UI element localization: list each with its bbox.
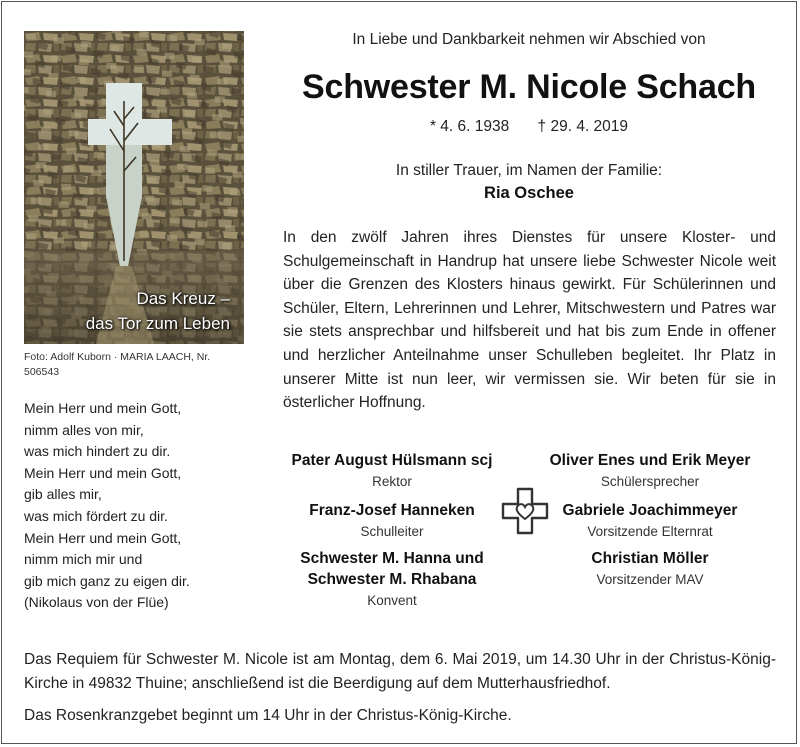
poem-line: Mein Herr und mein Gott, — [24, 464, 182, 481]
signatory-role: Vorsitzende Elternrat — [587, 524, 713, 539]
signatory-name-2: Schwester M. Rhabana — [307, 571, 477, 588]
poem-author: (Nikolaus von der Flüe) — [24, 594, 169, 610]
poem-line: Mein Herr und mein Gott, — [24, 400, 182, 416]
poem — [24, 398, 254, 592]
tribute-text: In den zwölf Jahren ihres Dienstes für unsere Kloster- und Schulgemeinschaft in Handrup hat unsere liebe Schwester Nicole weit über die Grenzen des Klosters hinaus gewirkt. Für Schülerinnen und Schüler, Eltern, Lehrerinnen und Lehrer, Mitschwestern und Patres war sie stets ansprechbar und hilfsbereit und hat bis zum Ende in offener und herzlicher Anteilnahme unser Schulleben begleitet. Ihr Platz in unserer Mitte ist nun leer, wir vermissen sie. Wir beten für sie in österlicher Hoffnung. — [283, 229, 776, 412]
family-name: Ria Oschee — [484, 184, 574, 202]
photo-credit: Foto: Adolf Kuborn · MARIA LAACH, Nr. 506543 — [24, 351, 211, 378]
poem-line: gib mich ganz zu eigen dir. — [24, 572, 190, 589]
poem-line: was mich fördert zu dir. — [24, 507, 168, 524]
signatory-name: Gabriele Joachimmeyer — [562, 502, 738, 519]
poem-line: Mein Herr und mein Gott, — [24, 529, 182, 546]
poem-line: nimm alles von mir, — [24, 421, 144, 438]
signatory — [262, 500, 522, 543]
signatory-role: Konvent — [367, 593, 417, 608]
signatory-name: Oliver Enes und Erik Meyer — [549, 452, 751, 469]
signatory-name: Christian Möller — [591, 550, 709, 567]
poem-line: nimm mich mir und — [24, 551, 143, 568]
signatory-role: Rektor — [372, 474, 412, 489]
signatory-role: Schülersprecher — [600, 474, 700, 489]
signatory — [262, 450, 522, 493]
signatory-name: Franz-Josef Hanneken — [309, 502, 475, 519]
death-date: † 29. 4. 2019 — [537, 118, 629, 135]
poem-line: was mich hindert zu dir. — [24, 443, 171, 460]
requiem-info: Das Requiem für Schwester M. Nicole ist am Montag, dem 6. Mai 2019, um 14.30 Uhr in der Christus-König-Kirche in 49832 Thuine; anschließend ist die Beerdigung auf dem Mutterhausfriedhof. — [24, 651, 776, 692]
intro-text: In Liebe und Dankbarkeit nehmen wir Abschied von — [352, 31, 706, 48]
photo-caption-line-1: Das Kreuz – — [136, 289, 230, 308]
life-dates — [270, 118, 788, 136]
signatory — [520, 548, 780, 591]
signatory-name: Schwester M. Hanna und — [300, 550, 484, 567]
rosary-info: Das Rosenkranzgebet beginnt um 14 Uhr in der Christus-König-Kirche. — [24, 707, 512, 724]
signatory — [262, 548, 522, 612]
signatory-role: Schulleiter — [360, 524, 424, 539]
signatory-name: Pater August Hülsmann scj — [291, 452, 493, 469]
signatory — [520, 500, 780, 543]
birth-date: * 4. 6. 1938 — [429, 118, 510, 135]
photo-caption — [86, 286, 230, 336]
family-line: In stiller Trauer, im Namen der Familie: — [395, 162, 663, 179]
signatory — [520, 450, 780, 493]
poem-line: gib alles mir, — [24, 486, 102, 503]
photo-caption-line-2: das Tor zum Leben — [85, 314, 230, 333]
signatory-role: Vorsitzender MAV — [596, 572, 704, 587]
deceased-name: Schwester M. Nicole Schach — [302, 68, 756, 106]
photo-cross-in-stone-wall — [24, 31, 244, 344]
